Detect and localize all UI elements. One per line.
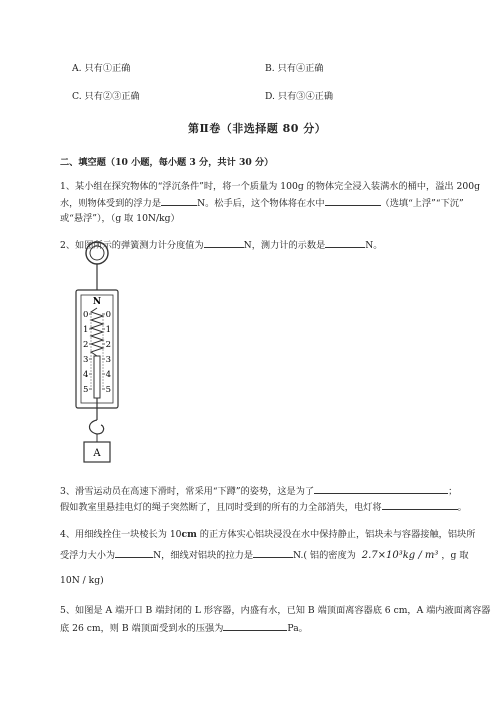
- q4-text-b: 的正方体实心铝块浸没在水中保持静止，铝块未与容器接触，铝块所: [196, 529, 476, 540]
- q5-line-2: [60, 621, 308, 635]
- q4-blank-2[interactable]: [253, 548, 293, 558]
- option-d: D. 只有③④正确: [265, 91, 334, 102]
- q2-text-a: 2、如图所示的弹簧测力计分度值为: [60, 240, 204, 251]
- q3-text-c: 假如教室里悬挂电灯的绳子突然断了，且同时受到的所有的力全部消失，电灯将: [60, 502, 382, 513]
- scale-top-ring-outer: [86, 242, 108, 264]
- q4-text-d: N，细线对铝块的拉力是: [153, 550, 254, 561]
- q3-blank-2[interactable]: [382, 500, 458, 510]
- q1-line-3: 或“悬浮”），（g 取 10N/kg）: [60, 213, 180, 224]
- q2-text-b: N，测力计的示数是: [243, 240, 326, 251]
- q2-text-c: N。: [365, 240, 383, 251]
- q1-line-1: 1、某小组在探究物体的“浮沉条件”时，将一个质量为 100g 的物体完全浸入装满水的桶中，溢出 200g: [60, 181, 480, 192]
- q4-text-c: 受浮力大小为: [60, 550, 116, 561]
- q4-text-f: ，g 取: [441, 550, 469, 561]
- tick-label-left-4: 4: [83, 370, 89, 380]
- q4-text-a: 4、用细线拴住一块棱长为 10: [60, 529, 182, 540]
- tick-label-right-1: 1: [105, 325, 111, 335]
- tick-label-right-0: 0: [105, 310, 111, 320]
- q5-line-1: 5、如图是 A 端开口 B 端封闭的 L 形容器，内盛有水，已知 B 端顶面离容器底 6 cm，A 端内液面离容器: [60, 605, 491, 616]
- q1-text-b: N。松手后，这个物体将在水中: [197, 198, 325, 209]
- q1-line-2: [60, 196, 464, 210]
- q1-text-a: 水，则物体受到的浮力是: [60, 198, 162, 209]
- q3-line-1: [60, 484, 457, 498]
- tick-label-left-3: 3: [83, 355, 89, 365]
- q4-line-2: [60, 548, 469, 562]
- tick-label-right-5: 5: [105, 385, 111, 395]
- q1-blank-2[interactable]: [325, 196, 381, 206]
- tick-label-left-1: 1: [83, 325, 89, 335]
- option-b: B. 只有④正确: [265, 63, 324, 74]
- tick-label-left-5: 5: [83, 385, 89, 395]
- q3-text-b: ；: [448, 486, 458, 497]
- section-title: 第Ⅱ卷（非选择题 80 分）: [188, 122, 327, 135]
- q4-line-3: 10N / kg): [60, 575, 104, 586]
- q3-blank-1[interactable]: [314, 484, 448, 494]
- q1-text-c: （选填“上浮”“下沉”: [380, 198, 464, 209]
- q4-text-e: N.( 铝的密度为: [293, 550, 356, 561]
- q3-text-d: 。: [457, 502, 467, 513]
- q3-text-a: 3、滑雪运动员在高速下滑时，常采用“下蹲”的姿势，这是为了: [60, 486, 315, 497]
- tick-label-right-4: 4: [105, 370, 111, 380]
- option-c: C. 只有②③正确: [72, 91, 140, 102]
- q5-text-a: 底 26 cm，则 B 端顶面受到水的压强为: [60, 623, 224, 634]
- block-a-label: A: [93, 448, 101, 459]
- scale-bottom-hook: [90, 420, 104, 434]
- tick-label-right-3: 3: [105, 355, 111, 365]
- tick-label-left-0: 0: [83, 310, 89, 320]
- q3-line-2: [60, 500, 467, 514]
- q5-blank-1[interactable]: [223, 621, 287, 631]
- q2-blank-1[interactable]: [204, 238, 244, 248]
- scale-top-ring-inner: [90, 246, 104, 260]
- scale-pointer-bar: [94, 356, 100, 398]
- q4-unit-cm: cm: [181, 529, 197, 540]
- part-heading: 二、填空题（10 小题，每小题 3 分，共计 30 分）: [60, 157, 274, 168]
- option-a: A. 只有①正确: [72, 63, 131, 74]
- scale-unit-label: N: [92, 297, 102, 307]
- q4-density: 2.7×10³kg / m³: [361, 550, 439, 561]
- q5-text-b: Pa。: [287, 623, 308, 634]
- q1-blank-1[interactable]: [161, 196, 197, 206]
- tick-label-left-2: 2: [83, 340, 89, 350]
- tick-label-right-2: 2: [105, 340, 111, 350]
- q4-line-1: [60, 528, 475, 541]
- spring-scale-figure: [70, 232, 140, 464]
- q4-blank-1[interactable]: [115, 548, 153, 558]
- q2-blank-2[interactable]: [325, 238, 365, 248]
